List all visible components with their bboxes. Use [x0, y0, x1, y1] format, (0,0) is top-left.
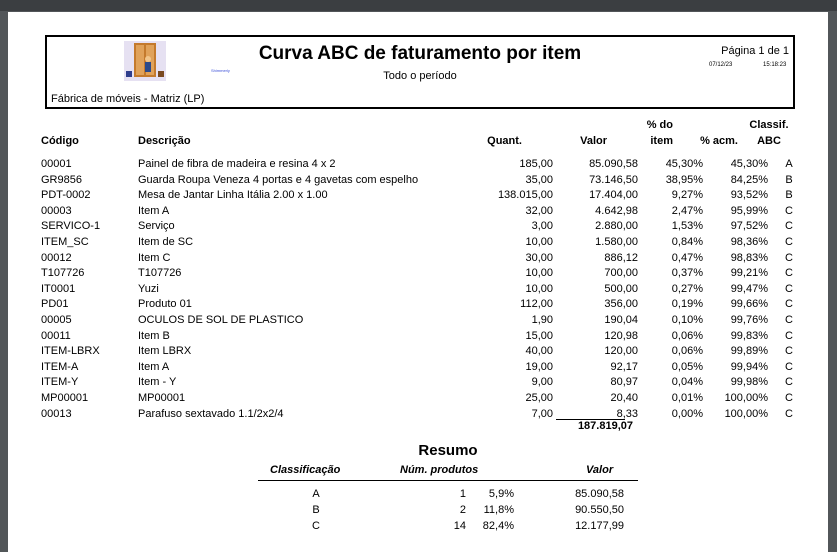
- cell-pct: 0,27%: [671, 282, 703, 295]
- cell-descricao: Item de SC: [138, 235, 194, 248]
- cell-descricao: MP00001: [138, 391, 186, 404]
- cell-quant: 25,00: [525, 391, 553, 404]
- col-codigo: Código: [41, 135, 79, 147]
- cell-codigo: MP00001: [41, 391, 89, 404]
- cell-valor: 886,12: [604, 251, 638, 264]
- resumo-cell-valor: 85.090,58: [575, 488, 624, 500]
- company-name: Fábrica de móveis - Matriz (LP): [51, 93, 205, 105]
- col-pct-acm: % acm.: [700, 135, 738, 147]
- cell-valor: 17.404,00: [589, 189, 638, 202]
- cell-quant: 138.015,00: [497, 189, 553, 202]
- cell-classe: A: [785, 158, 793, 170]
- cell-acm: 99,98%: [730, 376, 768, 389]
- cell-quant: 10,00: [525, 235, 553, 248]
- cell-acm: 99,66%: [730, 298, 768, 311]
- cell-quant: 32,00: [525, 204, 553, 217]
- cell-codigo: PDT-0002: [41, 189, 91, 202]
- cell-pct: 38,95%: [665, 173, 703, 186]
- cell-quant: 10,00: [525, 267, 553, 280]
- cell-pct: 1,53%: [671, 220, 703, 233]
- cell-acm: 45,30%: [730, 158, 768, 170]
- col-classif-bottom: ABC: [757, 135, 781, 147]
- cell-descricao: OCULOS DE SOL DE PLASTICO: [138, 313, 304, 326]
- cell-acm: 98,83%: [730, 251, 768, 264]
- cell-pct: 0,01%: [671, 391, 703, 404]
- cell-valor: 1.580,00: [595, 235, 638, 248]
- cell-classe: C: [785, 267, 793, 280]
- cell-acm: 84,25%: [730, 173, 768, 186]
- cell-valor: 8,33: [616, 407, 638, 420]
- cell-pct: 9,27%: [671, 189, 703, 202]
- cell-classe: C: [785, 298, 793, 311]
- table-row: [41, 188, 810, 204]
- report-period: Todo o período: [383, 70, 457, 82]
- cell-valor: 73.146,50: [589, 173, 638, 186]
- resumo-cell-classe: B: [312, 504, 320, 516]
- table-row: [41, 360, 810, 376]
- cell-codigo: SERVICO-1: [41, 220, 101, 233]
- cell-acm: 99,94%: [730, 360, 768, 373]
- col-descricao: Descrição: [138, 135, 191, 147]
- cell-codigo: PD01: [41, 298, 69, 311]
- cell-valor: 500,00: [604, 282, 638, 295]
- cell-pct: 2,47%: [671, 204, 703, 217]
- cell-codigo: 00013: [41, 407, 72, 420]
- cell-descricao: Parafuso sextavado 1.1/2x2/4: [138, 407, 284, 420]
- table-row: [41, 391, 810, 407]
- table-row: [41, 219, 810, 235]
- resumo-row: [258, 486, 624, 502]
- cell-classe: C: [785, 313, 793, 326]
- col-valor: Valor: [580, 135, 607, 147]
- table-row: [41, 251, 810, 267]
- table-row: [41, 266, 810, 282]
- brand-label: Shimmerly: [211, 68, 230, 73]
- cell-classe: C: [785, 282, 793, 295]
- col-pct-item-top: % do: [646, 119, 673, 131]
- cell-codigo: ITEM-Y: [41, 376, 79, 389]
- items-table: [41, 157, 810, 422]
- cell-classe: C: [785, 235, 793, 248]
- cell-acm: 99,76%: [730, 313, 768, 326]
- cell-acm: 99,89%: [730, 345, 768, 358]
- cell-codigo: ITEM_SC: [41, 235, 89, 248]
- cell-acm: 100,00%: [724, 407, 768, 420]
- cell-descricao: Item LBRX: [138, 345, 192, 358]
- cell-quant: 185,00: [519, 158, 553, 170]
- cell-pct: 0,06%: [671, 329, 703, 342]
- cell-descricao: Produto 01: [138, 298, 192, 311]
- cell-codigo: 00011: [41, 329, 71, 342]
- cell-descricao: Mesa de Jantar Linha Itália 2.00 x 1.00: [138, 189, 328, 202]
- cell-valor: 120,98: [604, 329, 638, 342]
- resumo-cell-valor: 90.550,50: [575, 504, 624, 516]
- cell-descricao: Item - Y: [138, 376, 177, 389]
- cell-codigo: 00003: [41, 204, 72, 217]
- col-classif-top: Classif.: [749, 119, 789, 131]
- resumo-col-classificacao: Classificação: [270, 464, 341, 476]
- cell-quant: 1,90: [531, 313, 553, 326]
- cell-quant: 112,00: [520, 298, 553, 311]
- cell-codigo: 00001: [41, 158, 72, 170]
- cell-classe: C: [785, 391, 793, 404]
- cell-quant: 30,00: [525, 251, 553, 264]
- cell-descricao: Serviço: [138, 220, 175, 233]
- report-page: [8, 12, 828, 552]
- cell-acm: 97,52%: [730, 220, 768, 233]
- cell-codigo: T107726: [41, 267, 85, 280]
- cell-classe: B: [785, 173, 793, 186]
- total-valor: 187.819,07: [577, 420, 633, 432]
- cell-quant: 35,00: [525, 173, 553, 186]
- print-date: 07/12/23: [709, 62, 733, 68]
- cell-valor: 120,00: [604, 345, 638, 358]
- report-title: Curva ABC de faturamento por item: [258, 43, 582, 64]
- cell-quant: 7,00: [531, 407, 553, 420]
- cell-pct: 0,00%: [671, 407, 703, 420]
- cell-pct: 0,05%: [671, 360, 703, 373]
- cell-valor: 4.642,98: [595, 204, 638, 217]
- cell-pct: 0,47%: [671, 251, 703, 264]
- table-row: [41, 329, 810, 345]
- resumo-cell-classe: A: [312, 488, 320, 500]
- resumo-cell-valor: 12.177,99: [575, 520, 624, 532]
- cell-descricao: Guarda Roupa Veneza 4 portas e 4 gavetas com espelho: [138, 173, 419, 186]
- cell-pct: 0,04%: [671, 376, 703, 389]
- page-number: Página 1 de 1: [721, 45, 789, 57]
- cell-pct: 0,10%: [671, 313, 703, 326]
- cell-descricao: Item C: [138, 251, 171, 264]
- resumo-cell-pct: 82,4%: [482, 520, 514, 532]
- cell-classe: C: [785, 220, 793, 233]
- table-row: [41, 344, 810, 360]
- cell-acm: 93,52%: [730, 189, 768, 202]
- cell-classe: C: [785, 251, 793, 264]
- cell-valor: 2.880,00: [595, 220, 638, 233]
- resumo-col-valor: Valor: [586, 464, 614, 476]
- cell-codigo: GR9856: [41, 173, 82, 186]
- viewer-toolbar: [0, 0, 837, 11]
- table-row: [41, 313, 810, 329]
- cell-quant: 40,00: [525, 345, 553, 358]
- cell-pct: 0,37%: [671, 267, 703, 280]
- cell-quant: 15,00: [525, 329, 553, 342]
- cell-pct: 0,84%: [671, 235, 703, 248]
- cell-valor: 190,04: [604, 313, 638, 326]
- resumo-cell-pct: 11,8%: [483, 504, 514, 516]
- resumo-cell-num: 14: [453, 520, 466, 532]
- cell-descricao: T107726: [138, 267, 182, 280]
- table-row: [41, 282, 810, 298]
- cell-valor: 80,97: [610, 376, 638, 389]
- cell-descricao: Item B: [138, 329, 170, 342]
- cell-acm: 100,00%: [724, 391, 768, 404]
- col-pct-item-bottom: item: [650, 135, 673, 147]
- cell-classe: C: [785, 329, 793, 342]
- resumo-cell-num: 2: [459, 504, 466, 516]
- table-row: [41, 173, 810, 189]
- resumo-divider: [258, 480, 638, 481]
- cell-classe: B: [785, 189, 793, 202]
- cell-valor: 356,00: [604, 298, 638, 311]
- resumo-col-num: Núm. produtos: [400, 464, 479, 476]
- cell-codigo: ITEM-A: [41, 360, 79, 373]
- cell-classe: C: [785, 360, 793, 373]
- table-row: [41, 407, 810, 423]
- cell-acm: 95,99%: [730, 204, 768, 217]
- resumo-cell-pct: 5,9%: [488, 488, 514, 500]
- table-row: [41, 297, 810, 313]
- table-row: [41, 204, 810, 220]
- print-time: 15:18:23: [763, 62, 787, 68]
- cell-classe: C: [785, 407, 793, 420]
- cell-pct: 0,19%: [671, 298, 703, 311]
- cell-quant: 3,00: [531, 220, 553, 233]
- report-header: [45, 35, 795, 109]
- resumo-table: [258, 486, 624, 534]
- cell-acm: 98,36%: [730, 235, 768, 248]
- cell-valor: 700,00: [604, 267, 638, 280]
- cell-valor: 20,40: [610, 391, 638, 404]
- cell-classe: C: [785, 376, 793, 389]
- cell-quant: 19,00: [525, 360, 553, 373]
- cell-pct: 45,30%: [665, 158, 703, 170]
- resumo-row: [258, 518, 624, 534]
- cell-descricao: Item A: [138, 360, 170, 373]
- table-row: [41, 157, 810, 173]
- cell-descricao: Painel de fibra de madeira e resina 4 x 2: [138, 158, 336, 170]
- resumo-row: [258, 502, 624, 518]
- cell-pct: 0,06%: [671, 345, 703, 358]
- resumo-cell-num: 1: [459, 488, 466, 500]
- cell-valor: 92,17: [610, 360, 638, 373]
- cell-acm: 99,47%: [730, 282, 768, 295]
- cell-classe: C: [785, 345, 793, 358]
- cell-codigo: IT0001: [41, 282, 76, 295]
- resumo-title: Resumo: [418, 442, 478, 459]
- cell-codigo: 00012: [41, 251, 72, 264]
- cell-codigo: 00005: [41, 313, 72, 326]
- resumo-cell-classe: C: [312, 520, 320, 532]
- table-row: [41, 235, 810, 251]
- cell-descricao: Yuzi: [138, 282, 159, 295]
- cell-descricao: Item A: [138, 204, 170, 217]
- cell-acm: 99,21%: [730, 267, 768, 280]
- cell-valor: 85.090,58: [589, 158, 638, 170]
- cell-classe: C: [785, 204, 793, 217]
- col-quant: Quant.: [487, 135, 522, 147]
- cell-quant: 9,00: [531, 376, 553, 389]
- table-row: [41, 375, 810, 391]
- cell-acm: 99,83%: [730, 329, 768, 342]
- cell-quant: 10,00: [525, 282, 553, 295]
- cell-codigo: ITEM-LBRX: [41, 345, 100, 358]
